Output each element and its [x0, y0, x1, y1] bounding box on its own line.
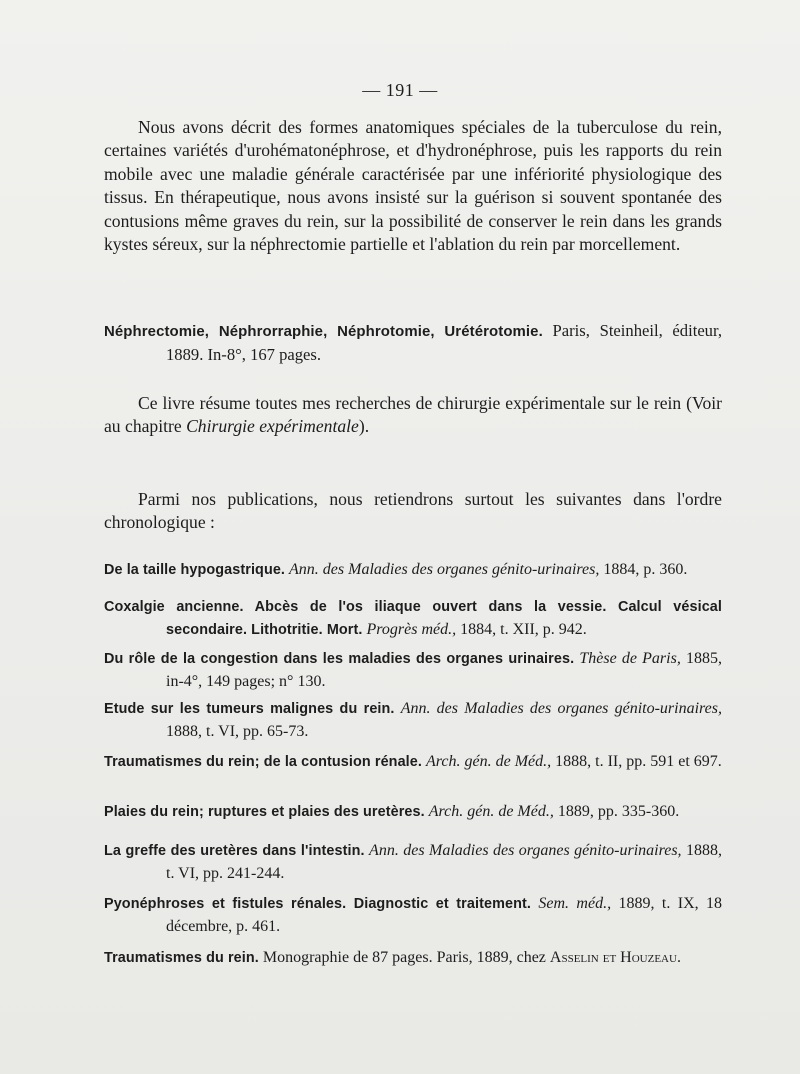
- publication-entry: [104, 648, 722, 693]
- book-details: Paris, Steinheil, éditeur, 1889. In-8°, 167 pages.: [166, 321, 722, 364]
- publication-journal: Ann. des Maladies des organes génito-urinaires,: [400, 700, 722, 717]
- publication-entry: [104, 801, 722, 824]
- publication-entry: [104, 893, 722, 938]
- publication-reference: 1889, t. IX, 18 décembre, p. 461.: [166, 895, 723, 935]
- book-summary: [104, 392, 722, 439]
- publication-reference: 1888, t. II, pp. 591 et 697.: [555, 753, 722, 770]
- publication-journal: Ann. des Maladies des organes génito-urinaires,: [369, 842, 682, 859]
- publication-title: Traumatismes du rein.: [104, 950, 259, 966]
- page-number: — 191 —: [362, 80, 438, 100]
- publication-entry: [104, 559, 722, 582]
- book-summary-text: Ce livre résume toutes mes recherches de chirurgie expérimentale sur le rein (Voir au chapitre: [104, 393, 722, 437]
- publication-entry: [104, 698, 722, 743]
- publication-reference: 1885, in-4°, 149 pages; n° 130.: [166, 650, 723, 690]
- publication-reference: 1884, t. XII, p. 942.: [460, 620, 587, 638]
- publication-journal: Arch. gén. de Méd.,: [425, 753, 552, 770]
- book-summary-close: ).: [358, 416, 370, 437]
- publication-title: La greffe des uretères dans l'intestin.: [104, 843, 365, 859]
- publication-reference: 1884, p. 360.: [603, 561, 688, 578]
- book-entry: [104, 320, 722, 366]
- publication-entry: [104, 947, 722, 970]
- book-title: Néphrectomie, Néphrorraphie, Néphrotomie, Urétérotomie.: [104, 323, 543, 340]
- publication-title: Plaies du rein; ruptures et plaies des uretères.: [104, 804, 425, 820]
- publication-title: Pyonéphroses et fistules rénales. Diagnostic et traitement.: [104, 896, 531, 912]
- publication-reference: 1888, t. VI, pp. 65-73.: [166, 722, 309, 740]
- publication-journal: Thèse de Paris,: [579, 650, 681, 667]
- publication-entry: [104, 596, 722, 642]
- intro-paragraph: Nous avons décrit des formes anatomiques spéciales de la tuberculose du rein, certaines variétés d'urohématonéphrose, et d'hydronéphrose, puis les rapports du rein mobile avec une maladie générale caractérisée par une infériorité physiologique des tissus. En thérapeutique, nous avons insisté sur la guérison si souvent spontanée des contusions même graves du rein, sur la possibilité de conserver le rein dans les grands kystes séreux, sur la néphrectomie partielle et l'ablation du rein par morcellement.: [104, 117, 722, 255]
- publication-title: Du rôle de la congestion dans les maladies des organes urinaires.: [104, 651, 575, 667]
- publication-reference: 1889, pp. 335-360.: [557, 803, 680, 820]
- publication-title: Traumatismes du rein; de la contusion rénale.: [104, 754, 422, 770]
- publication-reference: 1888, t. VI, pp. 241-244.: [166, 842, 722, 882]
- publication-journal: Sem. méd.,: [538, 895, 612, 912]
- publication-journal: Ann. des Maladies des organes génito-urinaires,: [289, 561, 600, 578]
- publication-entry: [104, 840, 722, 885]
- publication-authors: Asselin et Houzeau.: [549, 949, 681, 966]
- publication-title: Coxalgie ancienne. Abcès de l'os iliaque ouvert dans la vessie. Calcul vésical secondaire. Lithotritie. Mort.: [104, 599, 722, 638]
- publication-title: De la taille hypogastrique.: [104, 562, 286, 578]
- publications-intro: Parmi nos publications, nous retiendrons surtout les suivantes dans l'ordre chronologique :: [104, 489, 722, 533]
- publication-title: Etude sur les tumeurs malignes du rein.: [104, 701, 395, 717]
- publication-journal: Progrès méd.,: [366, 620, 457, 638]
- publication-entry: [104, 751, 722, 774]
- publication-journal: Arch. gén. de Méd.,: [428, 803, 554, 820]
- publication-reference: Monographie de 87 pages. Paris, 1889, chez: [262, 949, 546, 966]
- book-summary-chapter: Chirurgie expérimentale: [186, 416, 359, 437]
